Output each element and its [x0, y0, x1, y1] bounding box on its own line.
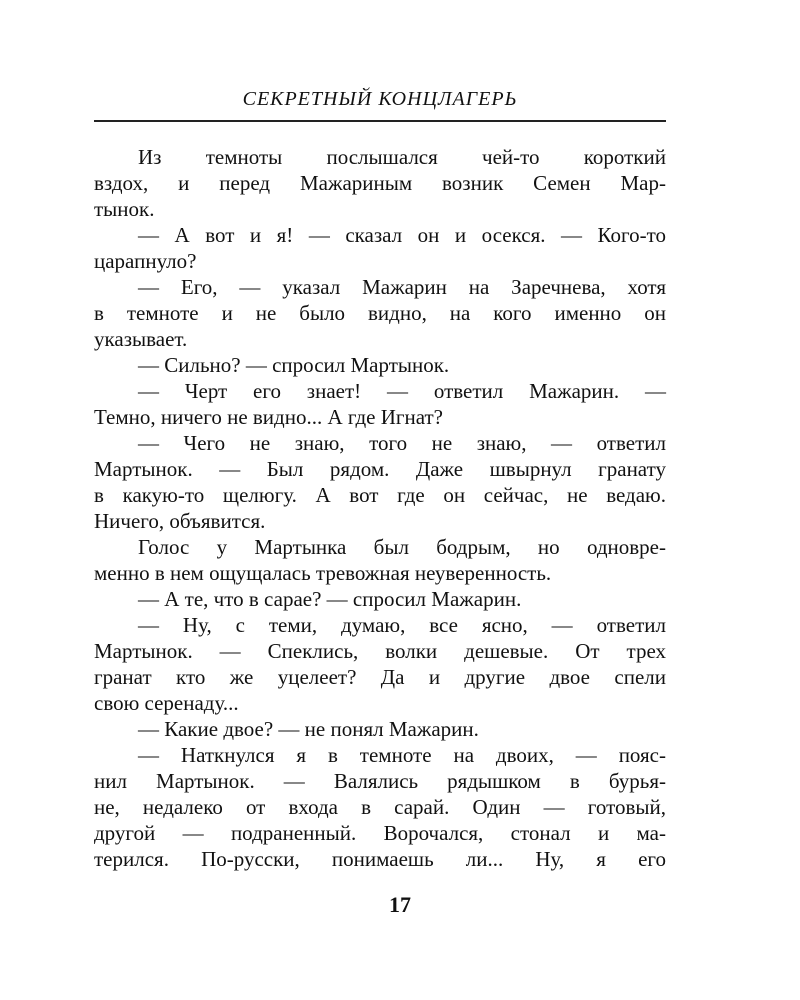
running-title: СЕКРЕТНЫЙ КОНЦЛАГЕРЬ: [242, 88, 518, 110]
text-line: свою серенаду...: [94, 691, 239, 715]
text-line: тынок.: [94, 197, 155, 221]
text-line: — Чего не знаю, того не знаю, — ответил: [138, 431, 666, 455]
text-line: вздох, и перед Мажариным возник Семен Мар-: [94, 171, 666, 195]
text-line: другой — подраненный. Ворочался, стонал и ма-: [94, 821, 666, 845]
text-line: Из темноты послышался чей-то короткий: [138, 145, 666, 169]
text-line: терился. По-русски, понимаешь ли... Ну, я его: [94, 847, 666, 871]
text-line: царапнуло?: [94, 249, 197, 273]
text-line: — А те, что в сарае? — спросил Мажарин.: [138, 587, 522, 611]
header-rule: [94, 120, 666, 122]
text-line: указывает.: [94, 327, 188, 351]
text-line: Голос у Мартынка был бодрым, но одновре-: [138, 535, 666, 559]
text-line: менно в нем ощущалась тревожная неуверенность.: [94, 561, 552, 585]
text-line: гранат кто же уцелеет? Да и другие двое спели: [94, 665, 666, 689]
text-line: не, недалеко от входа в сарай. Один — готовый,: [94, 795, 666, 819]
text-line: в какую-то щелюгу. А вот где он сейчас, не ведаю.: [94, 483, 666, 507]
text-line: Ничего, объявится.: [94, 509, 266, 533]
text-line: Мартынок. — Был рядом. Даже швырнул гранату: [94, 457, 666, 481]
text-line: нил Мартынок. — Валялись рядышком в бурья-: [94, 769, 666, 793]
text-line: — Наткнулся я в темноте на двоих, — пояс-: [138, 743, 666, 767]
text-line: — Ну, с теми, думаю, все ясно, — ответил: [138, 613, 666, 637]
text-line: — Сильно? — спросил Мартынок.: [138, 353, 450, 377]
page-number: 17: [389, 892, 411, 917]
text-line: — Какие двое? — не понял Мажарин.: [138, 717, 479, 741]
text-line: Темно, ничего не видно... А где Игнат?: [94, 405, 443, 429]
text-line: Мартынок. — Спеклись, волки дешевые. От трех: [94, 639, 666, 663]
text-line: — А вот и я! — сказал он и осекся. — Кого-то: [138, 223, 666, 247]
text-line: — Его, — указал Мажарин на Заречнева, хотя: [138, 275, 666, 299]
text-line: в темноте и не было видно, на кого именно он: [94, 301, 666, 325]
body-text: [94, 144, 666, 872]
text-line: — Черт его знает! — ответил Мажарин. —: [138, 379, 666, 403]
